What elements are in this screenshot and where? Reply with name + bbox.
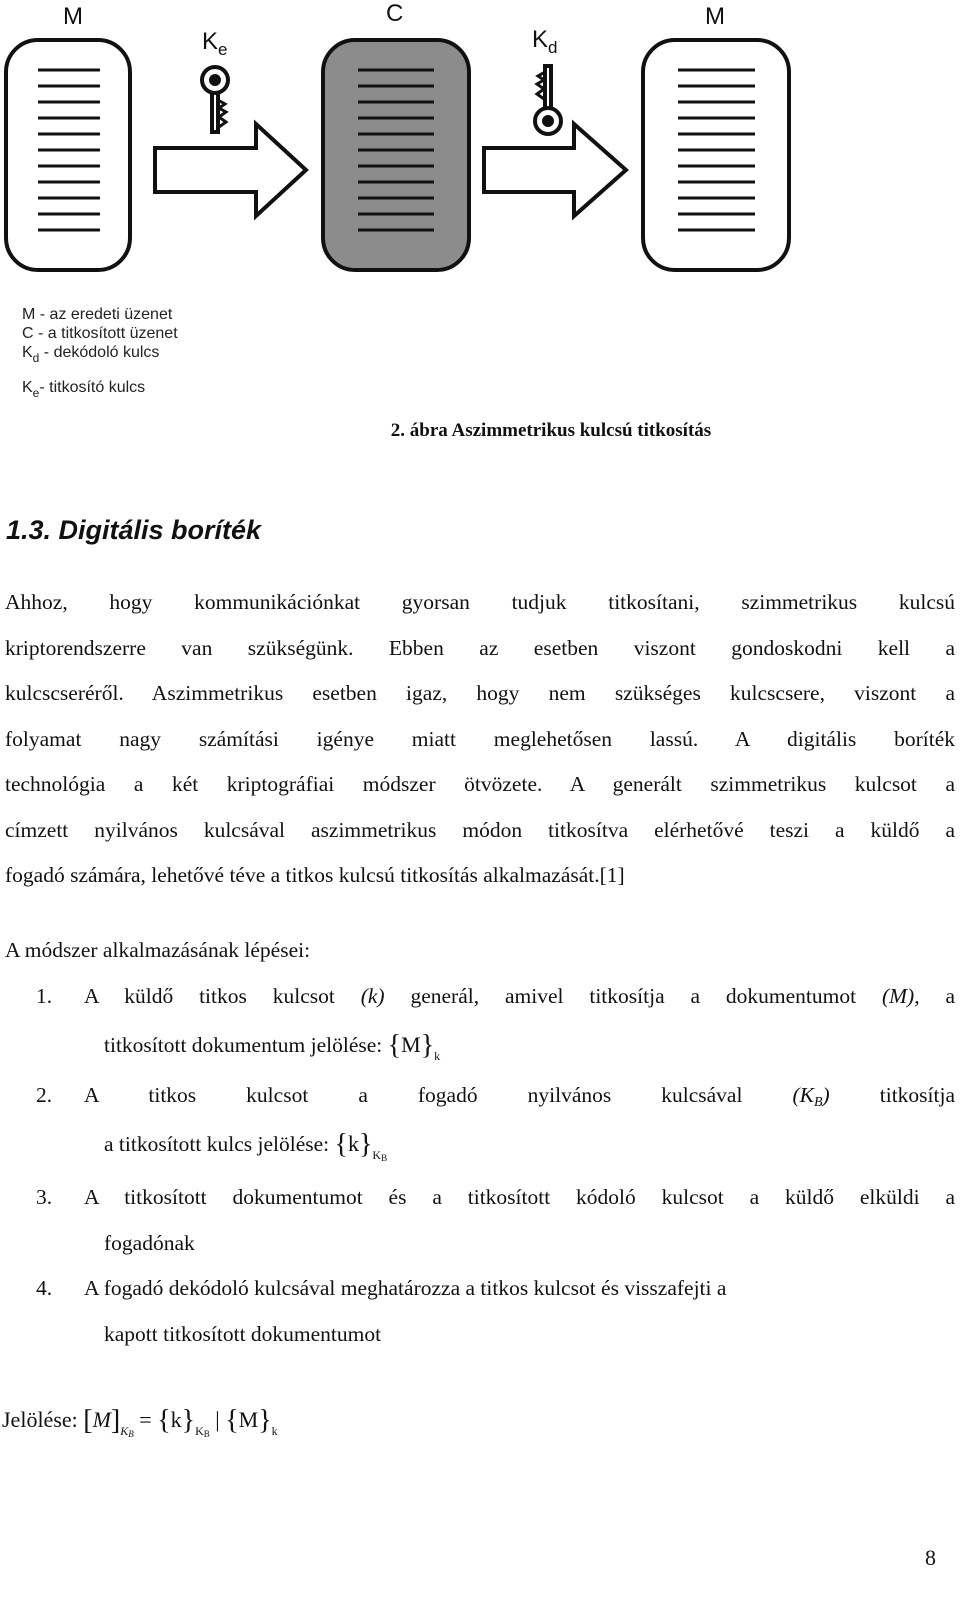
list-number: 2. <box>36 1083 53 1107</box>
notation-formula: Jelölése: $[M]_{KB} = \{k\}_{KB}$ | $\{M\}_k$ <box>2 1405 278 1439</box>
list-item-text: A fogadó dekódoló kulcsával meghatározza a titkos kulcsot és visszafejti a <box>84 1276 727 1300</box>
steps-intro: A módszer alkalmazásának lépései: <box>5 938 311 962</box>
formula: $\{M\}_k$ <box>387 1030 441 1063</box>
list-item-text: fogadónak <box>104 1231 195 1255</box>
list-number: 3. <box>36 1185 53 1209</box>
list-item-text: A titkos kulcsot a fogadó nyilvános kulcsával (KB) titkosítja <box>84 1083 955 1110</box>
list-number: 1. <box>36 984 53 1008</box>
list-item-text: a titkosított kulcs jelölése: $\{k\}_{KB}$ <box>104 1129 388 1163</box>
plaintext-document-right <box>643 40 789 270</box>
legend-item: C - a titkosított üzenet <box>22 325 178 342</box>
encryption-key-label: $K_e$ <box>202 28 228 59</box>
list-item-text: kapott titkosított dokumentumot <box>104 1322 382 1346</box>
list-item-text: A küldő titkos kulcsot (k) generál, amivel titkosítja a dokumentumot (M), a <box>84 984 955 1008</box>
paragraph-line: fogadó számára, lehetővé téve a titkos kulcsú titkosítás alkalmazását.[1] <box>5 863 625 887</box>
arrow-right-icon <box>484 124 626 216</box>
formula: $\{k\}_{KB}$ <box>334 1129 388 1163</box>
body-paragraph <box>5 589 955 908</box>
figure-diagram <box>0 0 960 300</box>
asymmetric-encryption-figure <box>0 0 960 300</box>
right-document-label: M <box>705 3 725 30</box>
key-icon <box>202 67 228 132</box>
list-item-text: titkosított dokumentum jelölése: $\{M\}_k$ <box>104 1030 441 1063</box>
figure-caption: 2. ábra Aszimmetrikus kulcsú titkosítás <box>390 420 712 441</box>
left-document-label: M <box>63 3 83 30</box>
list-item-text: A titkosított dokumentumot és a titkosított kódoló kulcsot a küldő elküldi a <box>84 1185 955 1209</box>
page-number: 8 <box>925 1545 936 1570</box>
arrow-right-icon <box>155 124 306 216</box>
paragraph-line: Ahhoz, hogy kommunikációnkat gyorsan tudjuk titkosítani, szimmetrikus kulcsú <box>5 590 955 614</box>
legend-item: $K_d$ - dekódoló kulcs <box>22 344 160 365</box>
paragraph-line: kulcscseréről. Aszimmetrikus esetben igaz, hogy nem szükséges kulcscsere, viszont a <box>5 681 955 705</box>
paragraph-line: címzett nyilvános kulcsával aszimmetrikus módon titkosítva elérhetővé teszi a küldő a <box>5 817 955 842</box>
section-heading: 1.3. Digitális boríték <box>6 515 262 545</box>
list-number: 4. <box>36 1276 53 1300</box>
legend-item: $K_e-$ titkosító kulcs <box>22 379 146 400</box>
decryption-key-label: $K_d$ <box>532 26 558 57</box>
figure-legend <box>22 305 178 403</box>
legend-item: M - az eredeti üzenet <box>22 306 173 323</box>
plaintext-document-left <box>6 40 130 270</box>
middle-document-label: C <box>386 0 404 27</box>
paragraph-line: technológia a két kriptográfiai módszer ötvözete. A generált szimmetrikus kulcsot a <box>5 772 955 796</box>
paragraph-line: kriptorendszerre van szükségünk. Ebben az esetben viszont gondoskodni kell a <box>5 635 955 660</box>
key-icon <box>535 66 561 134</box>
ciphertext-document <box>323 40 469 270</box>
paragraph-line: folyamat nagy számítási igénye miatt meglehetősen lassú. A digitális boríték <box>5 726 955 751</box>
